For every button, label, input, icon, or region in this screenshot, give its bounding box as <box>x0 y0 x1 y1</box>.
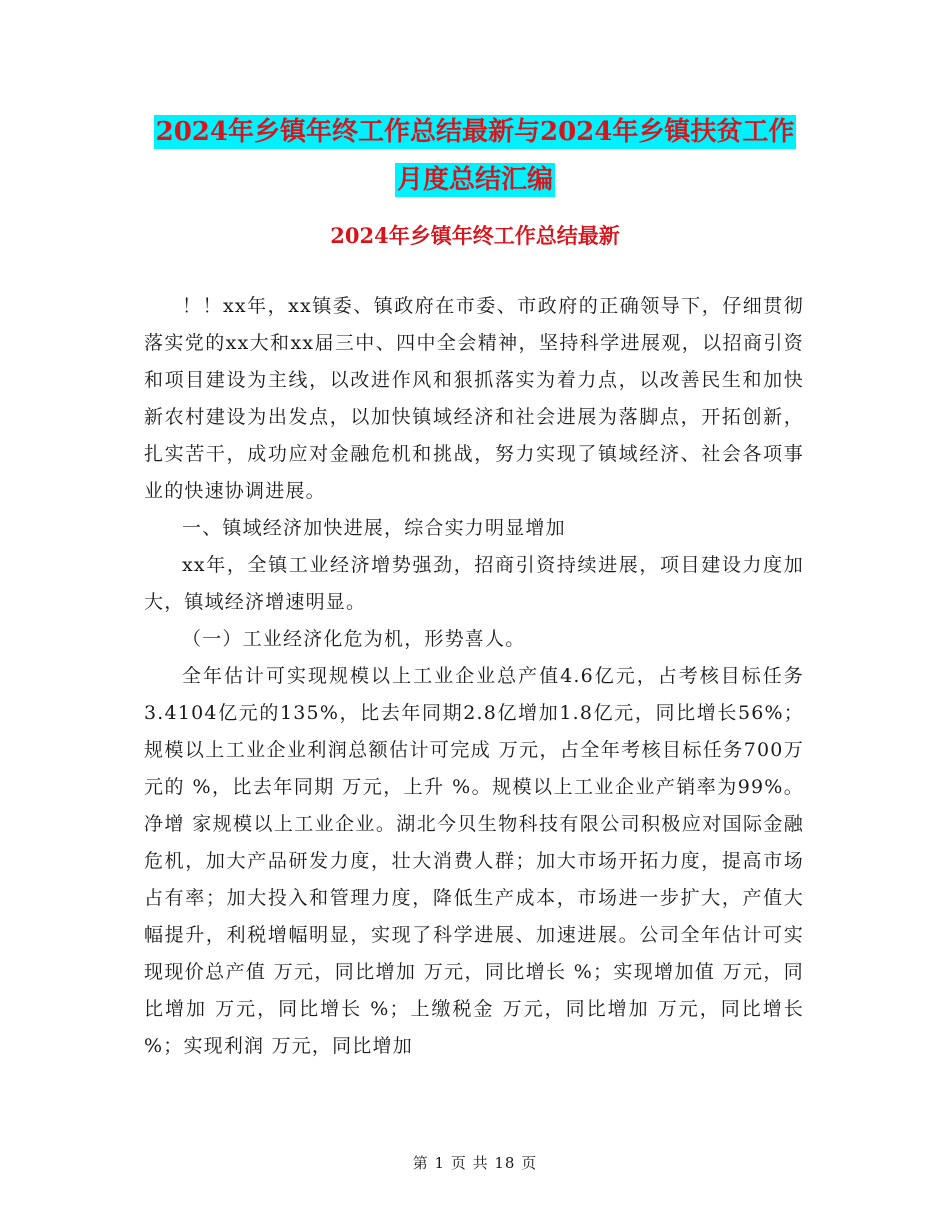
paragraph-overview: xx年，全镇工业经济增势强劲，招商引资持续进展，项目建设力度加大，镇域经济增速明显。 <box>144 554 804 613</box>
section-title: 2024年乡镇年终工作总结最新 <box>330 223 620 248</box>
document-title <box>0 108 950 204</box>
title-line-2: 月度总结汇编 <box>396 165 553 195</box>
heading-subsection-1: （一）工业经济化危为机，形势喜人。 <box>182 628 526 650</box>
paragraph-industry: 全年估计可实现规模以上工业企业总产值4.6亿元，占考核目标任务3.4104亿元的135%，比去年同期2.8亿增加1.8亿元，同比增长56%；规模以上工业企业利润总额估计可完成 万元，占全年考核目标任务700万元的 %，比去年同期 万元，上升 %。规模以上工业企业产销率为99%。净增 家规模以上工业企业。湖北今贝生物科技有限公司积极应对国际金融危机，加大产品研发力度，壮大消费人群；加大市场开拓力度，提高市场占有率；加大投入和管理力度，降低生产成本，市场进一步扩大，产值大幅提升，利税增幅明显，实现了科学进展、加速进展。公司全年估计可实现现价总产值 万元，同比增加 万元，同比增长 %；实现增加值 万元，同比增加 万元，同比增长 %；上缴税金 万元，同比增加 万元，同比增长 %；实现利润 万元，同比增加 <box>144 665 804 1057</box>
title-line-1: 2024年乡镇年终工作总结最新与2024年乡镇扶贫工作 <box>155 117 795 147</box>
paragraph-intro: ！！xx年，xx镇委、镇政府在市委、市政府的正确领导下，仔细贯彻落实党的xx大和xx届三中、四中全会精神，坚持科学进展观，以招商引资和项目建设为主线，以改进作风和狠抓落实为着力点，以改善民生和加快新农村建设为出发点，以加快镇域经济和社会进展为落脚点，开拓创新，扎实苦干，成功应对金融危机和挑战，努力实现了镇域经济、社会各项事业的快速协调进展。 <box>144 295 804 502</box>
page-number-footer: 第 1 页 共 18 页 <box>412 1154 538 1172</box>
document-body <box>144 288 804 1065</box>
heading-section-1: 一、镇域经济加快进展，综合实力明显增加 <box>182 517 566 539</box>
